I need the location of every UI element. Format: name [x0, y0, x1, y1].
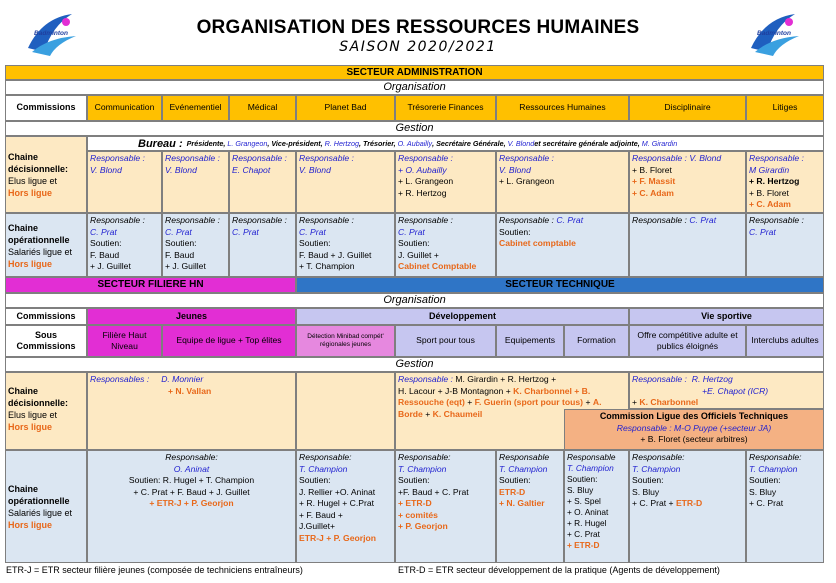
- row-label-sub: Elus ligue et: [8, 410, 58, 420]
- responsable-label: Responsable: [499, 452, 550, 462]
- row-label-highlight: Hors ligue: [8, 422, 53, 432]
- responsable-label: Responsable :: [499, 153, 554, 163]
- member-line: J. Guillet +: [398, 249, 439, 260]
- responsable-label: Responsable :: [299, 215, 354, 225]
- member-line: + J. Guillet: [90, 261, 131, 271]
- sous-formation: Formation: [564, 325, 629, 357]
- responsable-label: Responsable :: [299, 153, 354, 163]
- member-line: +: [425, 408, 431, 419]
- tech-op-sport-pour-tous: [395, 450, 496, 563]
- sous-offre-competitive: Offre compétitive adulte et publics éloignés: [629, 325, 746, 357]
- member-line-highlight: K. Chaumeil: [432, 408, 483, 419]
- member-line: Soutien: R. Hugel + T. Champion: [128, 475, 255, 485]
- responsable-label: Responsable :: [398, 215, 453, 225]
- commission-tresorerie: Trésorerie Finances: [395, 95, 496, 121]
- member-line: + F. Baud +: [299, 509, 343, 520]
- member-line: Soutien:: [749, 475, 781, 485]
- admin-gestion-header: Gestion: [5, 121, 824, 136]
- member-line: + C. Prat: [567, 529, 600, 539]
- commission-ressources-humaines: Ressources Humaines: [496, 95, 629, 121]
- bureau-role: , Trésorier,: [358, 138, 396, 148]
- responsable-name: + O. Aubailly: [398, 164, 447, 175]
- season-subtitle: SAISON 2020/2021: [339, 39, 497, 55]
- responsable-name: V. Blond: [499, 164, 531, 175]
- row-label-sub: Elus ligue et: [8, 176, 58, 186]
- tech-op-jeunes: [87, 450, 296, 563]
- member-line: + L. Grangeon: [499, 176, 555, 186]
- tech-operationnel-label: [5, 450, 87, 563]
- member-line-highlight: + N. Vallan: [168, 385, 212, 396]
- responsable-name: C. Prat: [398, 226, 425, 237]
- member-line: +: [632, 397, 638, 407]
- admin-decisionnel-label: [5, 136, 87, 213]
- member-line: F. Baud + J. Guillet: [299, 249, 372, 260]
- responsable-name: T. Champion: [632, 463, 681, 474]
- member-line-highlight: + P. Georjon: [398, 521, 448, 531]
- group-vie-sportive: Vie sportive: [629, 308, 824, 325]
- responsable-label: Responsable :: [398, 153, 453, 163]
- member-line-highlight: + C. Adam: [632, 187, 674, 198]
- responsable-label: Responsable:: [398, 452, 451, 462]
- member-line: S. Bluy: [749, 486, 777, 497]
- responsable-label: Responsable:: [749, 452, 802, 462]
- responsable-name: C. Prat: [232, 226, 259, 237]
- responsable-name: C. Prat: [90, 226, 117, 237]
- member-line: Soutien:: [165, 238, 197, 248]
- responsable-name: +E. Chapot (ICR): [702, 385, 769, 396]
- sous-commissions-label: Sous Commissions: [5, 325, 87, 357]
- responsable-label: Responsable :: [90, 215, 145, 225]
- member-line: + T. Champion: [299, 261, 355, 271]
- footer-etr-d: ETR-D = ETR secteur développement de la pratique (Agents de développement): [398, 565, 720, 575]
- sous-equipe-de-ligue: Equipe de ligue + Top élites: [162, 325, 296, 357]
- sous-equipements: Equipements: [496, 325, 564, 357]
- page-title: ORGANISATION DES RESSOURCES HUMAINES: [196, 17, 640, 38]
- tech-op-formation: [564, 450, 629, 563]
- member-line-highlight: Cabinet comptable: [499, 238, 576, 248]
- commission-planet-bad: Planet Bad: [296, 95, 395, 121]
- row-label-title: Chaine décisionnelle:: [8, 152, 69, 174]
- member-line-highlight: + ETR-D: [567, 540, 600, 550]
- bureau-name: L. Grangeon: [227, 138, 268, 148]
- bureau-label: Bureau :: [138, 137, 183, 150]
- bureau-name: O. Aubailly: [397, 138, 433, 148]
- member-line: + B. Floret (secteur arbitres): [640, 434, 748, 444]
- responsable-name: C. Prat: [689, 215, 717, 225]
- admin-sector-bar: SECTEUR ADMINISTRATION: [5, 65, 824, 80]
- responsable-name: D. Monnier: [161, 374, 204, 384]
- admin-operationnel-label: [5, 213, 87, 277]
- tech-decision-detection: [296, 372, 395, 450]
- member-line: F. Baud: [90, 249, 120, 260]
- row-label-sub: Salariés ligue et: [8, 508, 73, 518]
- admin-decision-disciplinaire: [629, 151, 746, 213]
- member-line-highlight: ETR-D: [499, 486, 526, 497]
- responsable-name: R. Hertzog: [691, 374, 733, 384]
- member-line-highlight: F. Guerin (sport pour tous): [474, 397, 584, 407]
- filiere-hn-sector-bar: SECTEUR FILIERE HN: [5, 277, 296, 293]
- responsable-label: Responsable :: [398, 374, 453, 384]
- responsable-name: V. Blond: [299, 164, 331, 175]
- member-line: + R. Hertzog: [749, 176, 800, 186]
- member-line: Soutien:: [90, 238, 122, 248]
- responsable-name: C. Prat: [165, 226, 192, 237]
- member-line: + L. Grangeon: [398, 176, 454, 186]
- row-label-title: Chaine opérationnelle: [8, 484, 70, 506]
- row-label-highlight: Hors ligue: [8, 520, 53, 530]
- responsable-name: T. Champion: [499, 463, 548, 474]
- responsable-name: T. Champion: [749, 463, 798, 474]
- tech-op-detection: [296, 450, 395, 563]
- admin-op-disciplinaire: [629, 213, 746, 277]
- member-line-highlight: + F. Massit: [632, 176, 676, 186]
- member-line-highlight: ETR-J + P. Georjon: [299, 532, 376, 543]
- member-line-highlight: + N. Galtier: [499, 498, 545, 508]
- member-line: Soutien:: [632, 475, 664, 485]
- member-line: M. Girardin + R. Hertzog +: [455, 374, 557, 384]
- member-line: J.Guillet+: [299, 521, 336, 531]
- svg-text:Badminton: Badminton: [34, 30, 68, 37]
- member-line: Soutien:: [398, 238, 430, 248]
- member-line-highlight: + C. Adam: [749, 199, 791, 209]
- responsable-label: Responsable :: [499, 215, 554, 225]
- tech-op-interclubs: [746, 450, 824, 563]
- responsable-label: Responsable : M-O Puype (+secteur JA): [616, 422, 772, 433]
- group-jeunes: Jeunes: [87, 308, 296, 325]
- responsable-label: Responsable:: [632, 452, 685, 462]
- tech-gestion-header: Gestion: [5, 357, 824, 372]
- responsable-label: Responsable :: [632, 215, 687, 225]
- clot-title: Commission Ligue des Officiels Techniques: [599, 411, 789, 421]
- admin-decision-rh: [496, 151, 629, 213]
- technique-sector-bar: SECTEUR TECHNIQUE: [296, 277, 824, 293]
- responsable-name: E. Chapot: [232, 164, 271, 175]
- sous-filiere-haut-niveau: Filière Haut Niveau: [87, 325, 162, 357]
- member-line: + C. Prat +: [632, 498, 674, 508]
- responsable-label: Responsable: [567, 452, 616, 462]
- member-line: + B. Floret: [749, 187, 789, 198]
- responsable-label: Responsable:: [299, 452, 352, 462]
- commission-evenementiel: Evénementiel: [162, 95, 229, 121]
- admin-decision-tresorerie: [395, 151, 496, 213]
- tech-organisation-header: Organisation: [5, 293, 824, 308]
- responsable-label: Responsable :: [749, 153, 804, 163]
- bureau-role: , Vice-président,: [267, 138, 323, 148]
- responsable-label: Responsables :: [90, 374, 150, 384]
- member-line: + R. Hugel: [567, 518, 607, 528]
- member-line: Soutien:: [499, 475, 531, 485]
- responsable-name: V. Blond: [90, 164, 122, 175]
- tech-op-equipements: [496, 450, 564, 563]
- member-line: + B. Floret: [632, 164, 672, 175]
- tech-commissions-label: Commissions: [5, 308, 87, 325]
- tech-decisionnel-label: [5, 372, 87, 450]
- admin-decision-planet-bad: [296, 151, 395, 213]
- row-label-title: Chaine décisionnelle:: [8, 386, 69, 408]
- tech-decision-vie-sportive: [629, 372, 824, 409]
- sous-interclubs-adultes: Interclubs adultes: [746, 325, 824, 357]
- bureau-role: et secrétaire générale adjointe,: [534, 138, 640, 148]
- admin-organisation-header: Organisation: [5, 80, 824, 95]
- sous-sport-pour-tous: Sport pour tous: [395, 325, 496, 357]
- member-line: F. Baud: [165, 249, 195, 260]
- member-line: Soutien:: [299, 475, 331, 485]
- member-line: + S. Spel: [567, 496, 601, 506]
- member-line-highlight: + ETR-J + P. Georjon: [149, 498, 234, 508]
- admin-decision-medical: [229, 151, 296, 213]
- member-line: Soutien:: [299, 238, 331, 248]
- tech-op-offre-competitive: [629, 450, 746, 563]
- member-line: S. Bluy: [567, 485, 594, 495]
- admin-op-planet-bad: [296, 213, 395, 277]
- member-line-highlight: A. Borde: [398, 397, 602, 419]
- responsable-name: M Girardin: [749, 164, 790, 175]
- member-line-highlight: Cabinet Comptable: [398, 261, 477, 271]
- row-label-highlight: Hors ligue: [8, 259, 53, 269]
- row-label-title: Chaine opérationnelle: [8, 223, 70, 245]
- admin-decision-evenementiel: [162, 151, 229, 213]
- admin-decision-communication: [87, 151, 162, 213]
- clot-box: [564, 409, 824, 450]
- responsable-label: Responsable :: [232, 215, 287, 225]
- admin-op-litiges: [746, 213, 824, 277]
- member-line-highlight: K. Charbonnel + B. Ressouche (eqt): [398, 385, 591, 407]
- responsable-label: Responsable :: [749, 215, 804, 225]
- member-line-highlight: ETR-D: [675, 498, 703, 508]
- member-line: Soutien:: [398, 475, 430, 485]
- responsable-name: O. Aninat: [173, 463, 210, 474]
- member-line: + O. Aninat: [567, 507, 609, 517]
- admin-decision-litiges: [746, 151, 824, 213]
- sous-detection-minibad: Détection Minibad compét' régionales jeunes: [296, 325, 395, 357]
- bureau-role: , Secrétaire Générale,: [432, 138, 506, 148]
- tech-decision-jeunes: [87, 372, 296, 450]
- row-label-sub: Salariés ligue et: [8, 247, 73, 257]
- member-line: Soutien:: [499, 226, 531, 237]
- responsable-name: T. Champion: [398, 463, 447, 474]
- svg-text:Badminton: Badminton: [757, 30, 791, 37]
- responsable-name: C. Prat: [556, 215, 584, 225]
- member-line: + C. Prat: [749, 498, 784, 508]
- responsable-name: C. Prat: [299, 226, 326, 237]
- admin-op-medical: [229, 213, 296, 277]
- member-line: H. Lacour + J-B Montagnon +: [398, 385, 511, 396]
- responsable-label: Responsable :: [165, 215, 220, 225]
- responsable-name: C. Prat: [749, 226, 776, 237]
- member-line: + R. Hertzog: [398, 187, 447, 198]
- responsable-label: Responsable :: [90, 153, 145, 163]
- member-line: Soutien:: [567, 474, 598, 484]
- member-line: + J. Guillet: [165, 261, 206, 271]
- commission-medical: Médical: [229, 95, 296, 121]
- responsable-label: Responsable :: [165, 153, 220, 163]
- member-line: J. Rellier +O. Aninat: [299, 486, 376, 497]
- responsable-label: Responsable :: [232, 153, 287, 163]
- group-developpement: Développement: [296, 308, 629, 325]
- responsable-label: Responsable : V. Blond: [632, 153, 722, 163]
- bureau-role: Présidente,: [186, 138, 226, 148]
- bureau-name: M. Girardin: [641, 138, 678, 148]
- admin-op-communication: [87, 213, 162, 277]
- responsable-name: V. Blond: [165, 164, 197, 175]
- responsable-name: T. Champion: [567, 463, 614, 473]
- footer-etr-j: ETR-J = ETR secteur filière jeunes (composée de techniciens entraîneurs): [6, 565, 303, 575]
- member-line: + R. Hugel + C.Prat: [299, 498, 374, 508]
- row-label-highlight: Hors ligue: [8, 188, 53, 198]
- bureau-name: R. Hertzog: [324, 138, 359, 148]
- commission-disciplinaire: Disciplinaire: [629, 95, 746, 121]
- member-line: +F. Baud + C. Prat: [398, 486, 469, 497]
- responsable-label: Responsable :: [632, 374, 687, 384]
- member-line: +: [585, 397, 591, 407]
- bureau-name: V. Blond: [507, 138, 535, 148]
- member-line: + C. Prat + F. Baud + J. Guillet: [133, 486, 250, 497]
- member-line: S. Bluy: [632, 486, 660, 497]
- admin-commissions-label: Commissions: [5, 95, 87, 121]
- commission-communication: Communication: [87, 95, 162, 121]
- responsable-name: T. Champion: [299, 463, 348, 474]
- admin-op-rh: [496, 213, 629, 277]
- bureau-line: [87, 136, 824, 151]
- member-line: +: [467, 397, 473, 407]
- member-line-highlight: + ETR-D: [398, 498, 432, 508]
- admin-op-evenementiel: [162, 213, 229, 277]
- admin-op-tresorerie: [395, 213, 496, 277]
- member-line-highlight: K. Charbonnel: [639, 397, 699, 407]
- member-line-highlight: + comités: [398, 509, 438, 520]
- commission-litiges: Litiges: [746, 95, 824, 121]
- responsable-label: Responsable:: [165, 452, 218, 462]
